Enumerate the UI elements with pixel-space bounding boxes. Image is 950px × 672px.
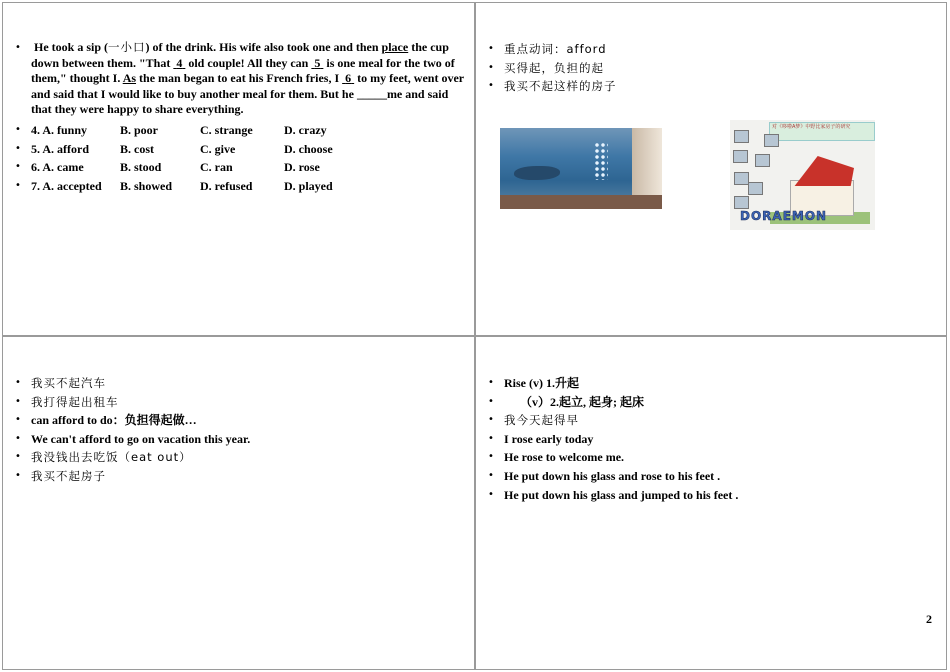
doraemon-banner-text: 对《哆啦A梦》中野比家房子的研究 [772, 124, 851, 130]
blank-5: 5 [314, 55, 321, 70]
blank-7: _____ [356, 86, 387, 101]
doraemon-house-image [730, 120, 875, 230]
option-row-4: • 4. A. funny B. poor C. strange D. crazy [11, 121, 471, 140]
list-item: • can afford to do：负担得起做… [11, 411, 466, 430]
cloze-paragraph: • He took a sip (一小口) of the drink. His wife also took one and then place the cup down between them. "That 4 old couple! All they can 5 is one meal for the two of them," thought I. As the man began to eat his French fries, I 6 to my feet, went over and said that I would like to buy another meal for them. But he _____me and said that they were happy to share everything. [11, 40, 471, 118]
afford-example-list [11, 374, 466, 486]
option-row-5: • 5. A. afford B. cost C. give D. choose [11, 140, 471, 159]
list-item: • 我打得起出租车 [11, 393, 466, 412]
list-item: • 我买不起汽车 [11, 374, 466, 393]
list-item: • 我买不起房子 [11, 467, 466, 486]
rise-list [484, 374, 934, 504]
list-item: • 买得起，负担的起 [484, 59, 924, 78]
list-item: • 重点动词：afford [484, 40, 924, 59]
blank-6: 6 [345, 71, 352, 86]
list-item: • He put down his glass and rose to his feet . [484, 467, 934, 486]
blank-4: 4 [176, 55, 183, 70]
option-row-6: • 6. A. came B. stood C. ran D. rose [11, 158, 471, 177]
option-row-7: • 7. A. accepted B. showed D. refused D. played [11, 177, 471, 196]
slide-panel-cloze [2, 2, 475, 336]
list-item: • 我没钱出去吃饭（eat out） [11, 448, 466, 467]
list-item: • He rose to welcome me. [484, 448, 934, 467]
slide-panel-afford-examples [2, 336, 475, 670]
list-item: • 我今天起得早 [484, 411, 934, 430]
list-item: • He put down his glass and jumped to his feet . [484, 486, 934, 505]
aquarium-restaurant-image [500, 128, 662, 209]
slide-panel-afford [475, 2, 947, 336]
slide-panel-rise [475, 336, 947, 670]
page-number: 2 [926, 612, 932, 626]
doraemon-logo-text: DORAEMON [740, 209, 828, 223]
list-item: • We can't afford to go on vacation this year. [11, 430, 466, 449]
list-item: • （v）2.起立, 起身; 起床 [484, 393, 934, 412]
list-item: • I rose early today [484, 430, 934, 449]
cloze-list [11, 40, 471, 195]
afford-list [484, 40, 924, 96]
list-item: • Rise (v) 1.升起 [484, 374, 934, 393]
list-item: • 我买不起这样的房子 [484, 77, 924, 96]
